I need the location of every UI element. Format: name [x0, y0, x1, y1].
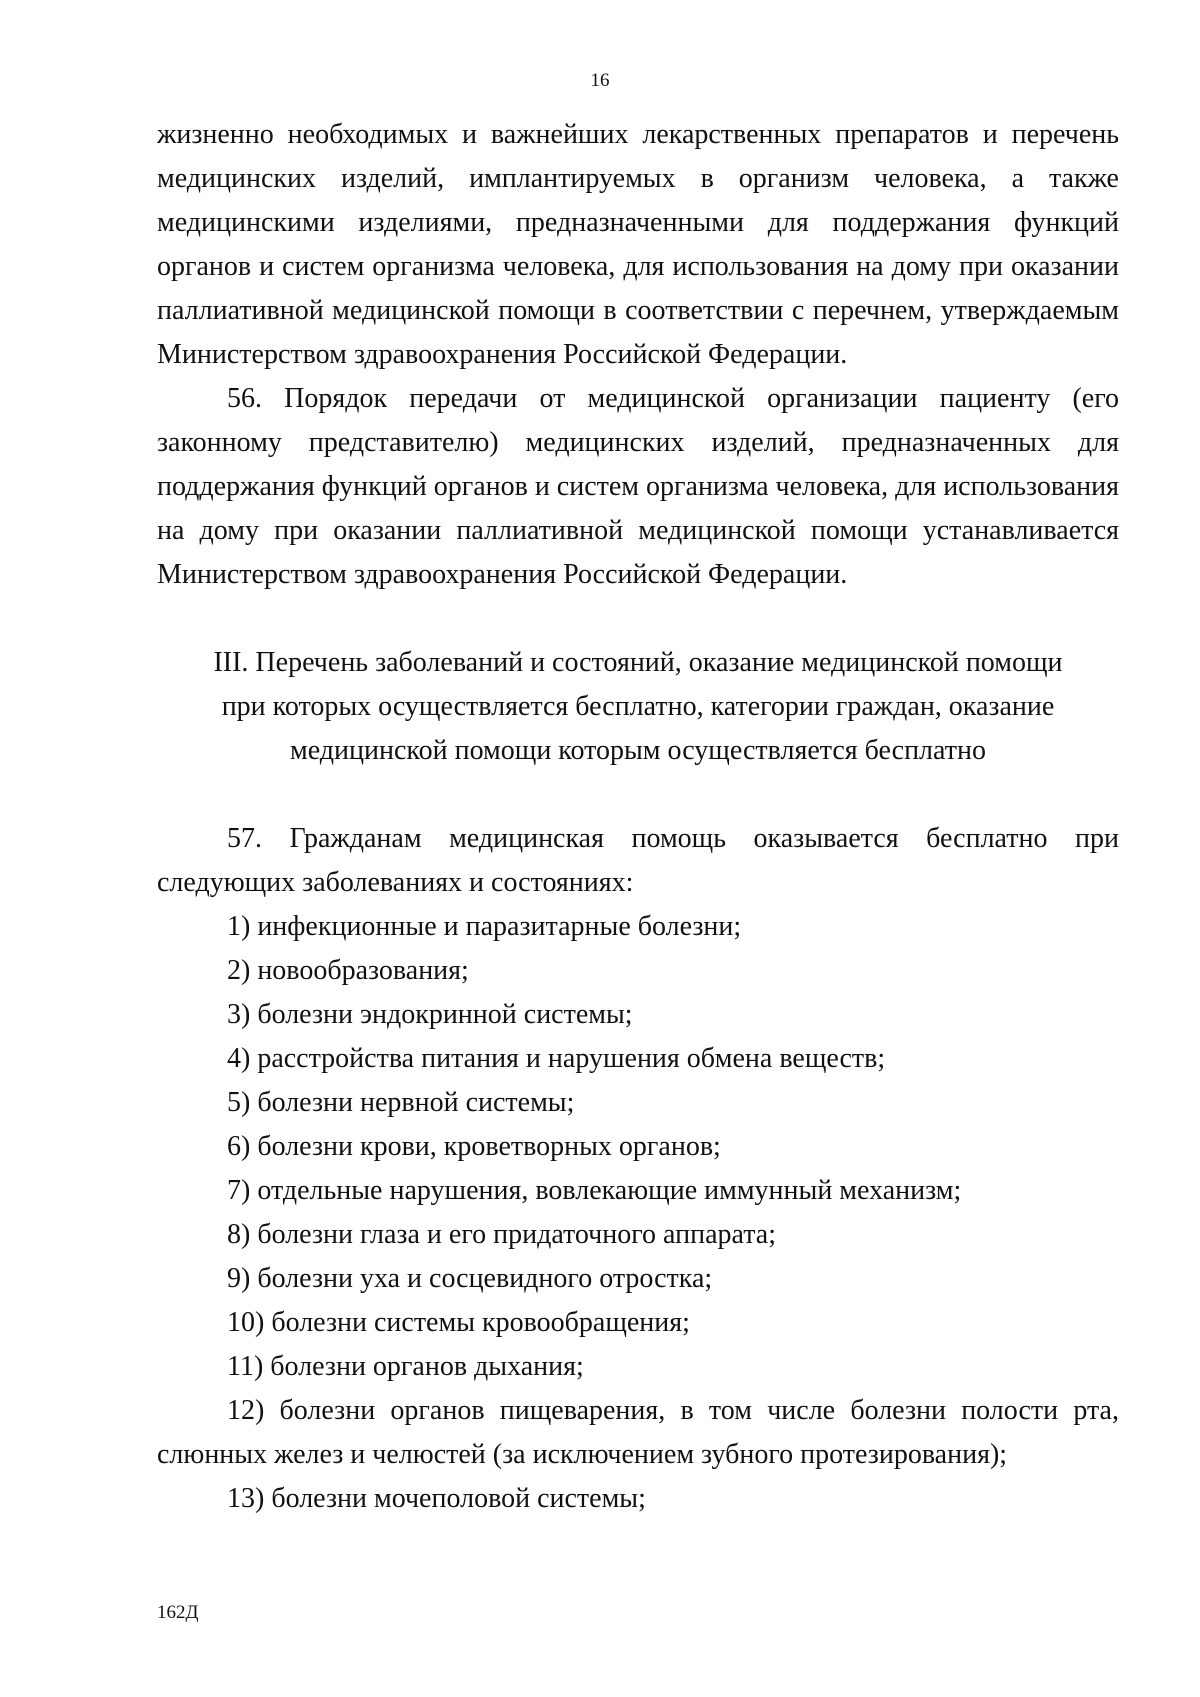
list-item: 11) болезни органов дыхания; — [227, 1351, 584, 1382]
page-number: 16 — [590, 70, 610, 91]
document-body — [157, 113, 1119, 1521]
list-item: 12) болезни органов пищеварения, в том числе болезни полости рта, слюнных желез и челюстей (за исключением зубного протезирования); — [157, 1395, 1119, 1470]
list-item: 8) болезни глаза и его придаточного аппарата; — [227, 1219, 776, 1250]
list-item: 7) отдельные нарушения, вовлекающие иммунный механизм; — [227, 1175, 962, 1206]
list-item: 10) болезни системы кровообращения; — [227, 1307, 690, 1338]
section-heading-line-1: III. Перечень заболеваний и состояний, оказание медицинской помощи — [213, 647, 1063, 678]
list-item: 5) болезни нервной системы; — [227, 1087, 575, 1118]
list-item: 9) болезни уха и сосцевидного отростка; — [227, 1263, 713, 1294]
section-heading-line-3: медицинской помощи которым осуществляется бесплатно — [290, 735, 986, 766]
paragraph-57: 57. Гражданам медицинская помощь оказывается бесплатно при следующих заболеваниях и состояниях: — [157, 823, 1119, 898]
section-heading — [157, 641, 1119, 773]
paragraph-56: 56. Порядок передачи от медицинской организации пациенту (его законному представителю) медицинских изделий, предназначенных для поддержания функций органов и систем организма человека, для использования на дому при оказании паллиативной медицинской помощи устанавливается Министерством здравоохранения Российской Федерации. — [157, 383, 1119, 590]
list-item: 1) инфекционные и паразитарные болезни; — [227, 911, 742, 942]
list-item: 2) новообразования; — [227, 955, 469, 986]
section-heading-line-2: при которых осуществляется бесплатно, категории граждан, оказание — [221, 691, 1055, 722]
document-code: 162Д — [157, 1602, 199, 1623]
list-item: 3) болезни эндокринной системы; — [227, 999, 633, 1030]
list-item: 13) болезни мочеполовой системы; — [227, 1483, 646, 1514]
list-item: 4) расстройства питания и нарушения обмена веществ; — [227, 1043, 886, 1074]
list-item: 6) болезни крови, кроветворных органов; — [227, 1131, 721, 1162]
continuation-paragraph: жизненно необходимых и важнейших лекарственных препаратов и перечень медицинских изделий, имплантируемых в организм человека, а также медицинскими изделиями, предназначенными для поддержания функций органов и систем организма человека, для использования на дому при оказании паллиативной медицинской помощи в соответствии с перечнем, утверждаемым Министерством здравоохранения Российской Федерации. — [157, 119, 1119, 370]
